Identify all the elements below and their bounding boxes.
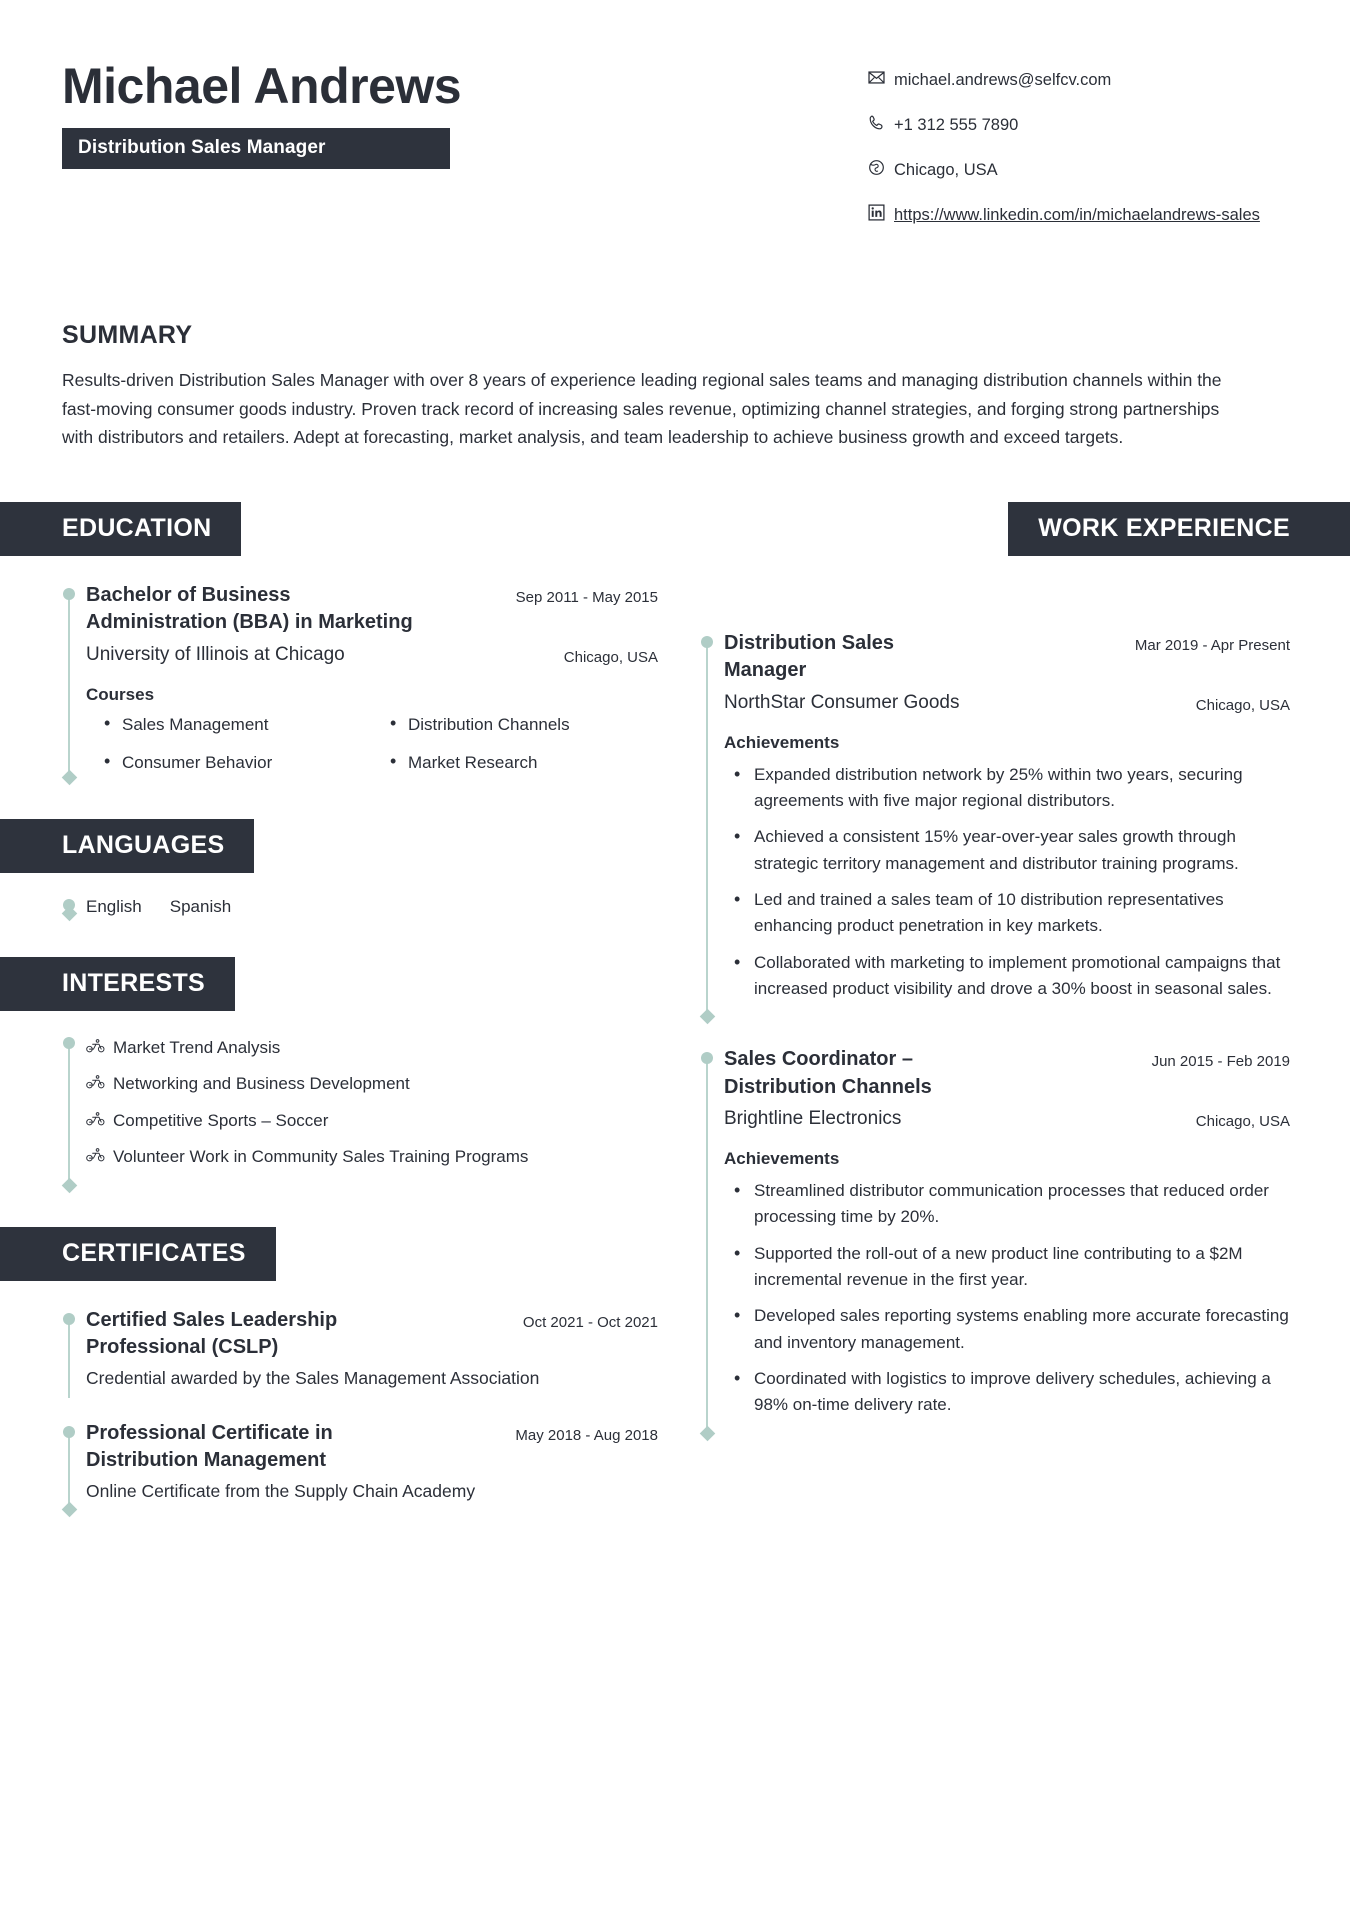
interests-entry	[62, 1035, 658, 1187]
work-entry	[700, 1046, 1290, 1434]
list-item	[86, 1108, 658, 1134]
work-company: Brightline Electronics	[724, 1108, 902, 1130]
work-entry-head	[724, 630, 1290, 685]
achievements-label: Achievements	[724, 732, 840, 752]
timeline-dot	[701, 636, 713, 648]
globe-icon	[868, 157, 894, 176]
contact-item-phone	[868, 112, 1288, 138]
list-item: English	[86, 896, 142, 916]
timeline-end-diamond	[61, 769, 77, 785]
education-location: Chicago, USA	[563, 648, 658, 666]
list-item	[86, 1144, 658, 1170]
work-date: Jun 2015 - Feb 2019	[1151, 1053, 1290, 1071]
work-entry-head	[724, 1046, 1290, 1101]
languages-heading: LANGUAGES	[0, 819, 254, 873]
certificate-entry-head	[86, 1307, 658, 1362]
timeline-dot	[63, 588, 75, 600]
header-identity	[62, 52, 461, 169]
certificate-description: Credential awarded by the Sales Management Association	[86, 1367, 540, 1388]
list-item: • Supported the roll-out of a new product line contributing to a $2M incremental revenue in the first year.	[724, 1241, 1290, 1294]
work-location: Chicago, USA	[1195, 1113, 1290, 1131]
timeline-dot	[63, 1037, 75, 1049]
body-columns	[62, 502, 1288, 1511]
left-column	[62, 502, 658, 1511]
certificate-entry	[62, 1307, 658, 1398]
courses-list	[86, 715, 658, 773]
contact-item-linkedin	[868, 202, 1288, 228]
education-entry-head	[86, 582, 658, 637]
contact-item-location	[868, 157, 1288, 183]
timeline-line	[706, 638, 708, 1018]
list-item	[86, 1071, 658, 1097]
bicycle-icon	[86, 1035, 105, 1061]
education-degree: Bachelor of Business Administration (BBA) in Marketing	[86, 583, 413, 634]
contact-location-text: Chicago, USA	[894, 161, 998, 180]
list-item: • Led and trained a sales team of 10 distribution representatives enhancing product penetration in key markets.	[724, 887, 1290, 940]
right-column	[700, 502, 1290, 1511]
list-item: • Coordinated with logistics to improve delivery schedules, achieving a 98% on-time delivery rate.	[724, 1366, 1290, 1419]
timeline-line	[706, 1054, 708, 1434]
list-item: • Sales Management	[86, 715, 372, 735]
timeline-end-diamond	[699, 1425, 715, 1441]
languages-list	[86, 897, 658, 917]
languages-entry	[62, 897, 658, 917]
envelope-icon	[868, 67, 894, 86]
certificates-heading: CERTIFICATES	[0, 1227, 276, 1281]
interest-label: Competitive Sports – Soccer	[113, 1110, 329, 1130]
timeline-dot	[63, 1313, 75, 1325]
bicycle-icon	[86, 1144, 105, 1170]
languages-section	[62, 819, 658, 917]
list-item: • Collaborated with marketing to implement promotional campaigns that increased product visibility and drove a 30% boost in seasonal sales.	[724, 950, 1290, 1003]
contact-phone-text[interactable]: +1 312 555 7890	[894, 116, 1019, 135]
certificate-title: Professional Certificate in Distribution Management	[86, 1421, 333, 1472]
list-item: • Developed sales reporting systems enabling more accurate forecasting and inventory management.	[724, 1303, 1290, 1356]
interest-label: Volunteer Work in Community Sales Training Programs	[113, 1147, 529, 1167]
timeline-dot	[701, 1052, 713, 1064]
list-item: • Expanded distribution network by 25% within two years, securing agreements with five major regional distributors.	[724, 762, 1290, 815]
timeline-end-diamond	[61, 1177, 77, 1193]
timeline-end-diamond	[699, 1009, 715, 1025]
resume-header	[62, 52, 1288, 247]
work-job-title: Distribution Sales Manager	[724, 631, 895, 682]
education-entry-sub	[86, 641, 658, 669]
bicycle-icon	[86, 1071, 105, 1097]
education-section	[62, 502, 658, 779]
achievements-label: Achievements	[724, 1149, 840, 1169]
list-item: • Streamlined distributor communication processes that reduced order processing time by 20%.	[724, 1178, 1290, 1231]
interest-label: Market Trend Analysis	[113, 1037, 281, 1057]
work-heading-row	[700, 502, 1290, 556]
education-date: Sep 2011 - May 2015	[515, 588, 658, 606]
achievements-list	[724, 762, 1290, 1003]
list-item: • Distribution Channels	[372, 715, 658, 735]
work-entry-sub	[724, 689, 1290, 717]
interest-label: Networking and Business Development	[113, 1074, 410, 1094]
courses-label: Courses	[86, 684, 155, 704]
education-entry	[62, 582, 658, 779]
contact-list	[868, 52, 1288, 247]
list-item: • Consumer Behavior	[86, 753, 372, 773]
certificates-section	[62, 1227, 658, 1512]
list-item: • Achieved a consistent 15% year-over-year sales growth through strategic territory management and distributor training programs.	[724, 824, 1290, 877]
work-entry	[700, 630, 1290, 1018]
education-school: University of Illinois at Chicago	[86, 643, 345, 665]
interests-heading: INTERESTS	[0, 957, 235, 1011]
work-entry-sub	[724, 1105, 1290, 1133]
contact-email-text[interactable]: michael.andrews@selfcv.com	[894, 71, 1112, 89]
contact-linkedin-text[interactable]: https://www.linkedin.com/in/michaelandrews-sales	[894, 206, 1260, 225]
timeline-dot	[63, 1426, 75, 1438]
education-heading: EDUCATION	[0, 502, 241, 556]
list-item: • Market Research	[372, 753, 658, 773]
page-title: Michael Andrews	[62, 58, 462, 114]
timeline-line	[68, 1315, 70, 1398]
bicycle-icon	[86, 1108, 105, 1134]
certificate-description: Online Certificate from the Supply Chain Academy	[86, 1481, 476, 1502]
certificate-date: May 2018 - Aug 2018	[515, 1426, 658, 1444]
certificate-entry	[62, 1420, 658, 1511]
certificate-entry-head	[86, 1420, 658, 1475]
timeline-line	[68, 1039, 70, 1187]
linkedin-icon	[868, 202, 894, 221]
job-title-badge: Distribution Sales Manager	[62, 128, 450, 169]
summary-text: Results-driven Distribution Sales Manager with over 8 years of experience leading regional sales teams and managing distribution channels within the fast-moving consumer goods industry. Proven track record of increasing sales revenue, optimizing channel strategies, and forging strong partnerships with distributors and retailers. Adept at forecasting, market analysis, and team leadership to achieve business growth and exceed targets.	[62, 370, 1222, 448]
work-experience-heading: WORK EXPERIENCE	[1008, 502, 1350, 556]
achievements-list	[724, 1178, 1290, 1419]
timeline-line	[68, 590, 70, 779]
work-company: NorthStar Consumer Goods	[724, 691, 960, 713]
work-location: Chicago, USA	[1195, 696, 1290, 714]
contact-item-email	[868, 67, 1288, 93]
work-job-title: Sales Coordinator – Distribution Channels	[724, 1048, 932, 1098]
interests-section	[62, 957, 658, 1187]
certificate-date: Oct 2021 - Oct 2021	[522, 1313, 658, 1331]
timeline-line	[68, 1428, 70, 1511]
timeline-end-diamond	[61, 1502, 77, 1518]
list-item	[86, 1035, 658, 1061]
work-date: Mar 2019 - Apr Present	[1134, 636, 1290, 654]
list-item: Spanish	[169, 896, 232, 916]
phone-icon	[868, 112, 894, 131]
summary-heading: SUMMARY	[62, 321, 193, 350]
certificate-title: Certified Sales Leadership Professional (CSLP)	[86, 1308, 338, 1359]
